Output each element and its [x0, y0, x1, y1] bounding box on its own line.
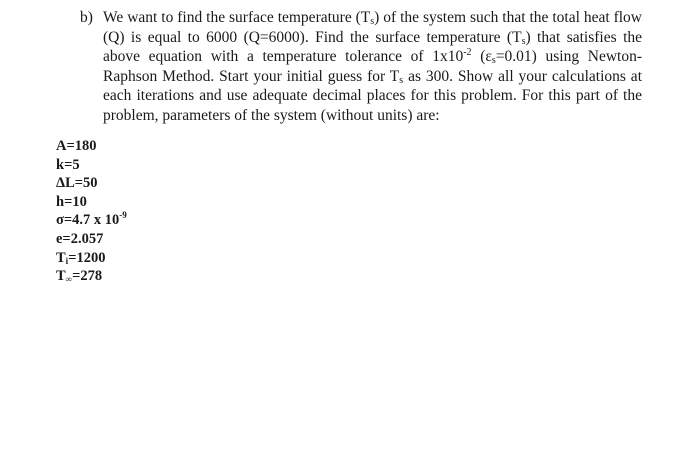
- problem-text-part: ) of the system such that the total heat flow (Q) is equal to 6000 (Q=6000). Find the surface temperature (T: [103, 9, 642, 46]
- problem-text-part: We want to find the surface temperature (T: [103, 9, 371, 26]
- parameter-list: [56, 137, 127, 286]
- param-sigma-value: σ=4.7 x 10: [56, 212, 120, 229]
- param-t-infinity: [56, 267, 127, 286]
- subscript-s: s: [399, 74, 404, 86]
- problem-text-part: =0.01) using Newton-Raphson Method. Start your initial guess for T: [103, 48, 642, 85]
- param-t-infinity-value: =278: [72, 268, 103, 285]
- param-t-infinity-subscript: ∞: [65, 274, 73, 285]
- problem-label: b): [80, 9, 93, 26]
- subscript-s: s: [370, 16, 375, 27]
- tolerance-exponent: -2: [463, 47, 472, 58]
- subscript-s: s: [521, 35, 526, 47]
- param-t-inner-value: =1200: [68, 249, 106, 266]
- problem-statement: [80, 8, 642, 125]
- problem-text-part: ) that satisfies the above equation with a temperature tolerance of 1x10: [103, 28, 643, 65]
- param-convection: h=10: [56, 193, 87, 210]
- problem-text: [103, 8, 642, 125]
- param-sigma-exponent: -9: [119, 210, 127, 221]
- param-t-inner: [56, 249, 127, 268]
- problem-text-part: (ε: [471, 48, 492, 65]
- problem-text-part: as 300. Show all your calculations at each iterations and use adequate decimal places for this problem. For this part of the problem, parameters of the system (without units) are:: [103, 67, 642, 124]
- param-t-inner-subscript: i: [65, 255, 69, 266]
- param-delta-length: ΔL=50: [56, 175, 98, 192]
- param-area: A=180: [56, 138, 97, 154]
- subscript-s: s: [491, 55, 496, 66]
- param-t-infinity-base: T: [56, 268, 66, 285]
- param-sigma: [56, 211, 127, 230]
- param-conductivity: k=5: [56, 156, 80, 173]
- param-emissivity: e=2.057: [56, 230, 104, 247]
- param-t-inner-base: T: [56, 249, 66, 266]
